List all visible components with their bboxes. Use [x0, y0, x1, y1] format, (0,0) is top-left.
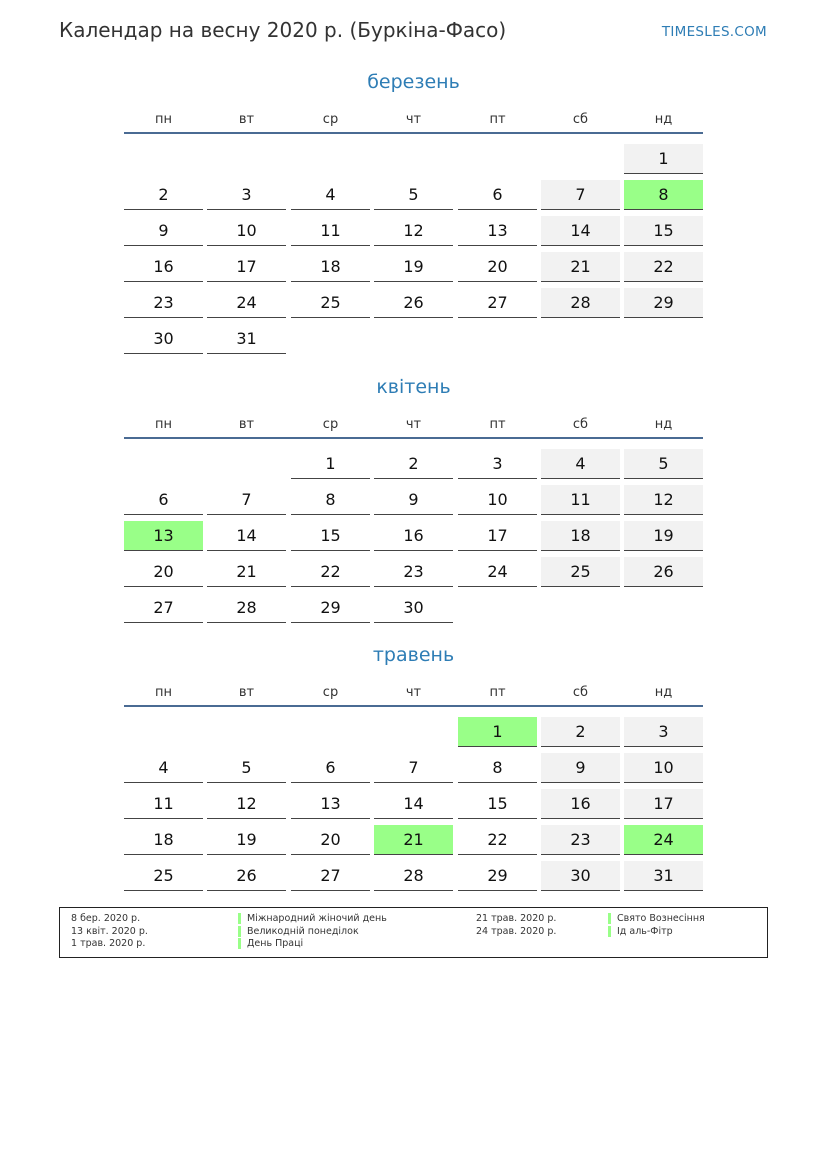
day-cell: 22 — [458, 825, 537, 855]
day-cell: 28 — [207, 593, 286, 623]
day-cell: 29 — [458, 861, 537, 891]
day-cell: 20 — [458, 252, 537, 282]
weekday-label: чт — [405, 112, 422, 127]
day-cell: 14 — [541, 216, 620, 246]
day-cell: 10 — [207, 216, 286, 246]
legend-date: 13 квіт. 2020 р. — [71, 926, 148, 937]
day-cell: 18 — [291, 252, 370, 282]
day-cell: 17 — [624, 789, 703, 819]
day-cell: 23 — [374, 557, 453, 587]
day-cell: 13 — [458, 216, 537, 246]
day-cell: 16 — [124, 252, 203, 282]
legend-date: 21 трав. 2020 р. — [476, 913, 557, 924]
day-cell: 31 — [207, 324, 286, 354]
day-cell: 8 — [624, 180, 703, 210]
day-cell: 3 — [207, 180, 286, 210]
day-cell: 31 — [624, 861, 703, 891]
weekday-label: вт — [238, 685, 255, 700]
day-cell: 12 — [374, 216, 453, 246]
day-cell: 23 — [541, 825, 620, 855]
day-cell: 15 — [458, 789, 537, 819]
weekday-label: вт — [238, 112, 255, 127]
legend-holiday-name: Свято Вознесіння — [608, 913, 705, 924]
day-cell: 24 — [624, 825, 703, 855]
header-divider — [124, 437, 703, 439]
day-cell: 12 — [624, 485, 703, 515]
day-cell: 4 — [124, 753, 203, 783]
day-cell: 10 — [458, 485, 537, 515]
day-cell: 18 — [541, 521, 620, 551]
legend-date: 1 трав. 2020 р. — [71, 938, 146, 949]
day-cell: 9 — [374, 485, 453, 515]
site-link[interactable]: TIMESLES.COM — [661, 24, 767, 40]
day-cell: 17 — [207, 252, 286, 282]
legend-date: 8 бер. 2020 р. — [71, 913, 141, 924]
header-divider — [124, 132, 703, 134]
day-cell: 12 — [207, 789, 286, 819]
weekday-header — [124, 112, 703, 132]
day-cell: 25 — [291, 288, 370, 318]
day-cell: 11 — [124, 789, 203, 819]
weekday-label: сб — [572, 417, 589, 432]
day-cell: 23 — [124, 288, 203, 318]
weekday-label: ср — [322, 685, 339, 700]
weekday-label: пн — [155, 685, 172, 700]
day-cell: 11 — [541, 485, 620, 515]
header-divider — [124, 705, 703, 707]
legend-holiday-name: Великодній понеділок — [238, 926, 359, 937]
legend-holiday-name: День Праці — [238, 938, 303, 949]
day-cell: 7 — [541, 180, 620, 210]
day-cell: 29 — [624, 288, 703, 318]
day-cell: 20 — [291, 825, 370, 855]
weekday-label: пн — [155, 112, 172, 127]
day-cell: 24 — [207, 288, 286, 318]
day-cell: 1 — [624, 144, 703, 174]
weekday-label: нд — [654, 417, 673, 432]
day-cell: 2 — [374, 449, 453, 479]
day-cell: 30 — [541, 861, 620, 891]
day-cell: 30 — [374, 593, 453, 623]
day-cell: 9 — [124, 216, 203, 246]
page-title: Календар на весну 2020 р. (Буркіна-Фасо) — [59, 18, 507, 42]
day-cell: 6 — [458, 180, 537, 210]
day-cell: 25 — [541, 557, 620, 587]
weekday-label: сб — [572, 112, 589, 127]
day-cell: 19 — [624, 521, 703, 551]
day-cell: 10 — [624, 753, 703, 783]
day-cell: 4 — [291, 180, 370, 210]
day-cell: 9 — [541, 753, 620, 783]
weekday-label: ср — [322, 417, 339, 432]
day-cell: 20 — [124, 557, 203, 587]
holiday-legend — [59, 907, 768, 958]
legend-holiday-name: Міжнародний жіночий день — [238, 913, 387, 924]
day-cell: 5 — [374, 180, 453, 210]
legend-date: 24 трав. 2020 р. — [476, 926, 557, 937]
weekday-label: пт — [489, 685, 506, 700]
day-cell: 11 — [291, 216, 370, 246]
day-cell: 22 — [291, 557, 370, 587]
day-cell: 4 — [541, 449, 620, 479]
day-cell: 27 — [458, 288, 537, 318]
day-cell: 2 — [124, 180, 203, 210]
day-cell: 21 — [374, 825, 453, 855]
day-cell: 14 — [374, 789, 453, 819]
day-cell: 8 — [458, 753, 537, 783]
month-title: березень — [367, 71, 460, 93]
day-cell: 16 — [374, 521, 453, 551]
day-cell: 6 — [124, 485, 203, 515]
day-cell: 21 — [207, 557, 286, 587]
weekday-label: нд — [654, 112, 673, 127]
day-cell: 19 — [207, 825, 286, 855]
weekday-label: чт — [405, 417, 422, 432]
month-title: квітень — [376, 376, 451, 398]
day-cell: 14 — [207, 521, 286, 551]
legend-holiday-name: Ід аль-Фітр — [608, 926, 673, 937]
day-cell: 15 — [624, 216, 703, 246]
day-cell: 26 — [374, 288, 453, 318]
day-cell: 13 — [291, 789, 370, 819]
day-cell: 30 — [124, 324, 203, 354]
day-cell: 29 — [291, 593, 370, 623]
day-cell: 26 — [207, 861, 286, 891]
day-cell: 7 — [374, 753, 453, 783]
day-cell: 27 — [124, 593, 203, 623]
weekday-label: пт — [489, 417, 506, 432]
weekday-label: вт — [238, 417, 255, 432]
weekday-label: нд — [654, 685, 673, 700]
month-title: травень — [372, 644, 455, 666]
day-cell: 5 — [624, 449, 703, 479]
day-cell: 16 — [541, 789, 620, 819]
weekday-label: пт — [489, 112, 506, 127]
day-cell: 28 — [374, 861, 453, 891]
day-cell: 19 — [374, 252, 453, 282]
day-cell: 21 — [541, 252, 620, 282]
weekday-label: чт — [405, 685, 422, 700]
weekday-label: сб — [572, 685, 589, 700]
day-cell: 22 — [624, 252, 703, 282]
weekday-label: пн — [155, 417, 172, 432]
day-cell: 8 — [291, 485, 370, 515]
day-cell: 6 — [291, 753, 370, 783]
day-cell: 15 — [291, 521, 370, 551]
day-cell: 3 — [458, 449, 537, 479]
weekday-header — [124, 685, 703, 705]
day-cell: 13 — [124, 521, 203, 551]
day-cell: 5 — [207, 753, 286, 783]
day-cell: 18 — [124, 825, 203, 855]
day-cell: 24 — [458, 557, 537, 587]
day-cell: 25 — [124, 861, 203, 891]
weekday-label: ср — [322, 112, 339, 127]
day-cell: 26 — [624, 557, 703, 587]
day-cell: 1 — [291, 449, 370, 479]
day-cell: 28 — [541, 288, 620, 318]
weekday-header — [124, 417, 703, 437]
day-cell: 3 — [624, 717, 703, 747]
day-cell: 1 — [458, 717, 537, 747]
day-cell: 17 — [458, 521, 537, 551]
day-cell: 2 — [541, 717, 620, 747]
day-cell: 7 — [207, 485, 286, 515]
day-cell: 27 — [291, 861, 370, 891]
